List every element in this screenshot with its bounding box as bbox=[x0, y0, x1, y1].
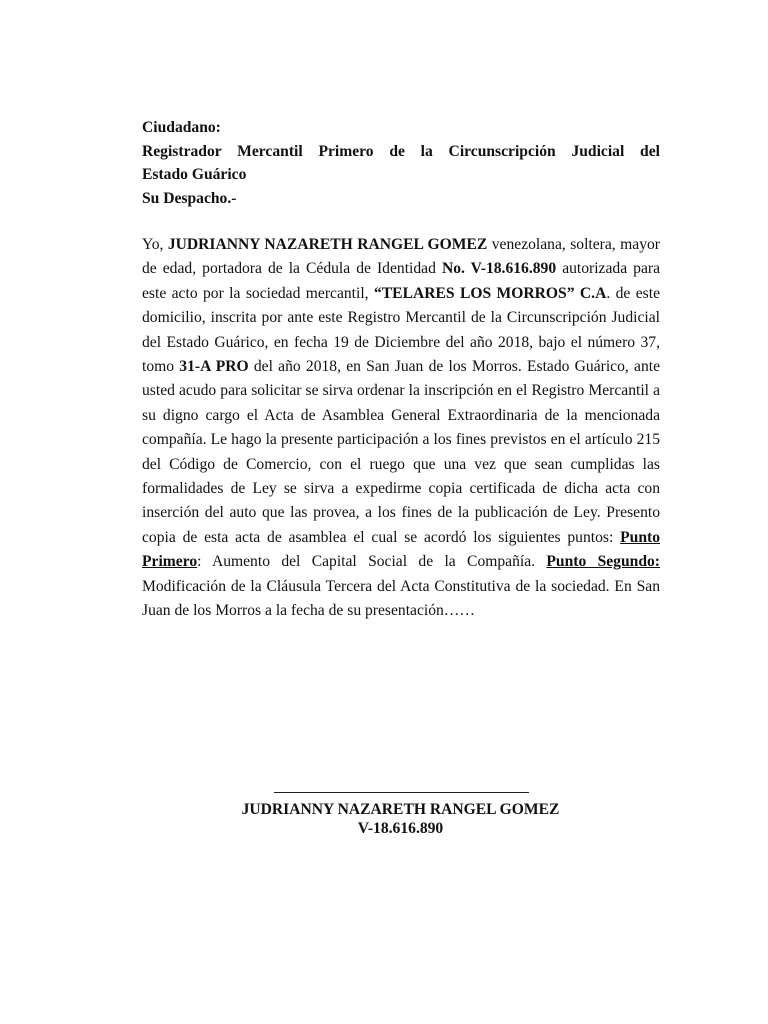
id-number: No. V-18.616.890 bbox=[441, 260, 557, 278]
tomo-number: 31-A PRO bbox=[179, 358, 249, 376]
addressee-title: Registrador Mercantil Primero de la Circunscripción Judicial del bbox=[142, 142, 660, 160]
addressee-state: Estado Guárico bbox=[142, 166, 247, 183]
body-text-segment: : Aumento del Capital Social de la Compañía. bbox=[197, 553, 547, 571]
point-two-heading: Punto Segundo: bbox=[546, 553, 660, 571]
body-text-segment: Modificación de la Cláusula Tercera del Acta Constitutiva de la sociedad. En San Juan de los Morros a la fecha de su presentación…… bbox=[142, 577, 660, 620]
signatory-name: JUDRIANNY NAZARETH RANGEL GOMEZ bbox=[241, 801, 560, 818]
body-text-segment: Yo, bbox=[142, 236, 168, 253]
letter-body bbox=[142, 233, 660, 624]
applicant-name: JUDRIANNY NAZARETH RANGEL GOMEZ bbox=[167, 236, 488, 253]
signatory-id: V-18.616.890 bbox=[357, 820, 444, 837]
addressee-block bbox=[142, 116, 660, 210]
point-one-heading: Punto Primero bbox=[142, 528, 660, 571]
addressee-closing: Su Despacho.- bbox=[142, 189, 237, 207]
signature-line bbox=[274, 792, 529, 793]
salutation: Ciudadano: bbox=[142, 119, 221, 136]
body-text-segment: autorizada para este acto por la sociedad mercantil, bbox=[142, 260, 661, 302]
company-name: “TELARES LOS MORROS” C.A bbox=[373, 284, 607, 302]
body-text-segment: venezolana, soltera, mayor de edad, portadora de la Cédula de Identidad bbox=[142, 236, 660, 278]
body-text-segment: del año 2018, en San Juan de los Morros. Estado Guárico, ante usted acudo para solicitar se sirva ordenar la inscripción en el Registro Mercantil a su digno cargo el Acta de Asamblea General Extraordinaria de la mencionada compañía. Le hago la presente participación a los fines previstos en el artículo 215 del Código de Comercio, con el ruego que una vez que sean cumplidas las formalidades de Ley se sirva a expedirme copia certificada de dicha acta con inserción del auto que las provea, a los fines de la publicación de Ley. Presento copia de esta acta de asamblea el cual se acordó los siguientes puntos: bbox=[142, 358, 660, 546]
letter-content bbox=[142, 116, 660, 624]
body-text-segment: . de este domicilio, inscrita por ante este Registro Mercantil de la Circunscripción Judicial del Estado Guárico, en fecha 19 de Diciembre del año 2018, bajo el número 37, tomo bbox=[142, 284, 660, 376]
